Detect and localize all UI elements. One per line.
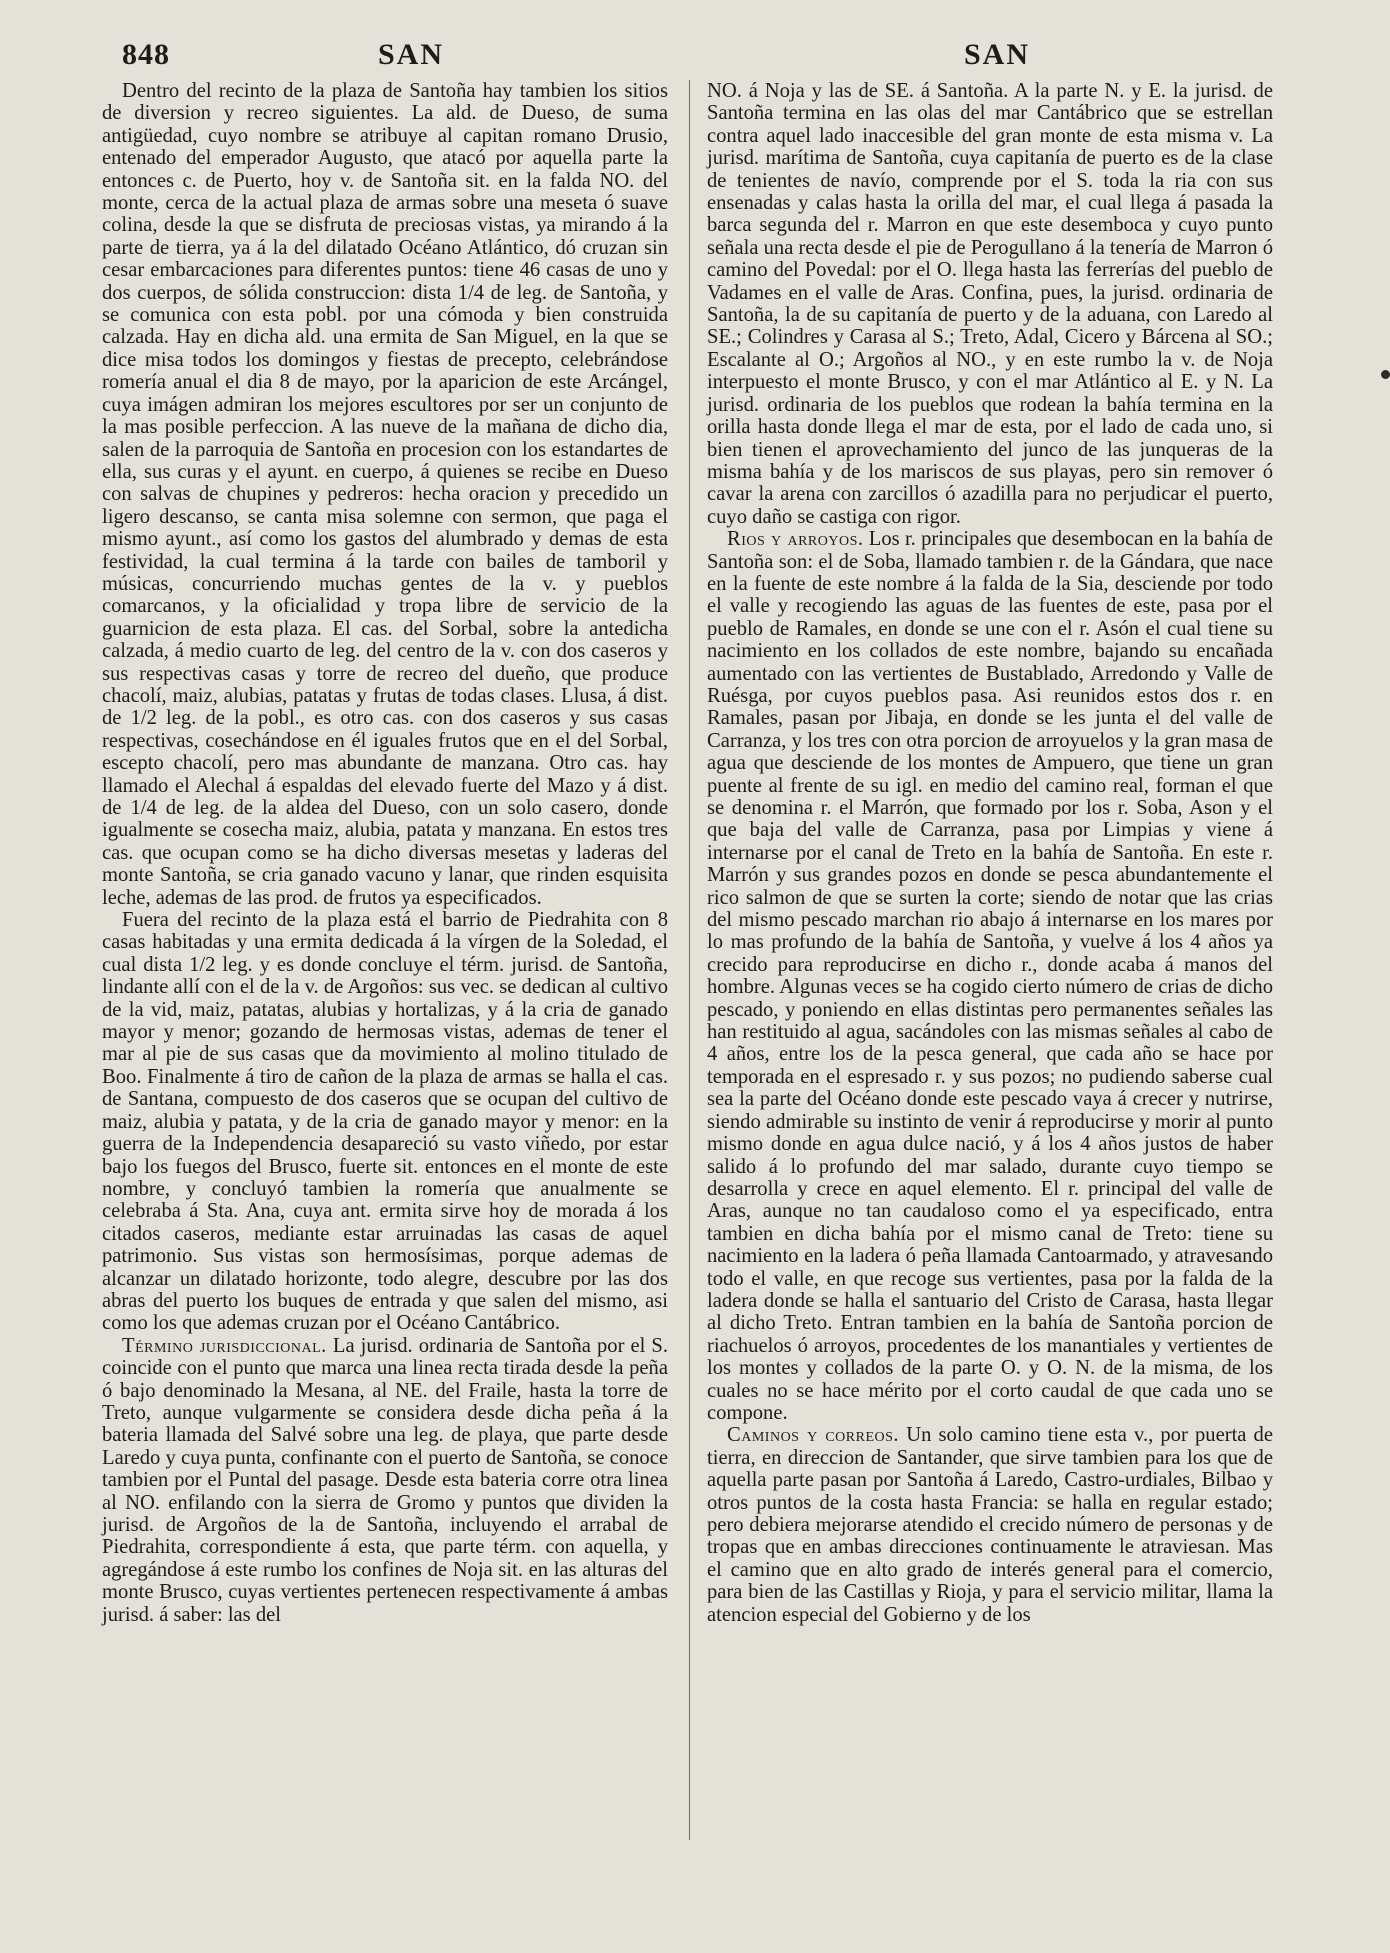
paragraph (707, 528, 1273, 1424)
section-heading: Rios y arroyos. (727, 528, 864, 551)
paragraph (707, 1424, 1273, 1626)
paragraph-text: La jurisd. ordinaria de Santoña por el S. coincide con el punto que marca una linea recta tirada desde la peña ó bajo denominado la Mesana, al NE. del Fraile, hasta la torre de Treto, aunque vulgarmente se considera desde dicha peña á la bateria llamada del Salvé sobre una leg. de playa, que parte desde Laredo y cuya punta, confinante con el puerto de Santoña, se conoce tambien por el Puntal del pasage. Desde esta bateria corre otra linea al NO. enfilando con la sierra de Gromo y puntos que dividen la jurisd. de Argoños de la de Santoña, incluyendo el arrabal de Piedrahita, correspondiente á esta, que parte térm. con aquella, y agregándose á este rumbo los confines de Noja sit. en las alturas del monte Brusco, cuyas vertientes pertenecen respectivamente á ambas jurisd. á saber: las del (102, 1334, 668, 1626)
paragraph-text: Un solo camino tiene esta v., por puerta de tierra, en direccion de Santander, que sirve tambien para los que de aquella parte pasan por Santoña á Laredo, Castro-urdiales, Bilbao y otros puntos de la costa hasta Francia: se halla en regular estado; pero debiera mejorarse atendido el crecido número de personas y de tropas que en ambas direcciones continuamente le atraviesan. Mas el camino que en alto grado de interés general para el comercio, para bien de las Castillas y Rioja, y para el servicio militar, llama la atencion especial del Gobierno y de los (707, 1424, 1273, 1626)
paragraph-text: Fuera del recinto de la plaza está el barrio de Piedrahita con 8 casas habitadas y una ermita dedicada á la vírgen de la Soledad, el cual dista 1/2 leg. y es donde concluye el térm. jurisd. de Santoña, lindante allí con el de la v. de Argoños: sus vec. se dedican al cultivo de la vid, maiz, patatas, alubias y hortalizas, y á la cria de ganado mayor y menor; gozando de hermosas vistas, ademas de tener el mar al pie de sus casas que da movimiento al molino titulado de Boo. Finalmente á tiro de cañon de la plaza de armas se halla el cas. de Santana, compuesto de dos caseros que se ocupan del cultivo de maiz, alubia y patata, y de la cria de ganado mayor y menor: en la guerra de la Independencia desapareció su vasto viñedo, por estar bajo los fuegos del Brusco, fuerte sit. entonces en el monte de este nombre, y concluyó tambien la romería que anualmente se celebraba á Sta. Ana, cuya ant. ermita sirve hoy de morada á los citados caseros, mediante estar arruinadas las casas de aquel patrimonio. Sus vistas son hermosísimas, porque ademas de alcanzar un dilatado horizonte, todo alegre, descubre por las dos abras del puerto los buques de entrada y que salen del mismo, asi como los que ademas cruzan por el Océano Cantábrico. (102, 909, 668, 1335)
paragraph (102, 80, 668, 909)
section-heading: Caminos y correos. (727, 1424, 900, 1447)
page-number: 848 (122, 38, 170, 71)
paragraph (707, 80, 1273, 528)
column-divider (689, 80, 690, 1840)
paragraph-text: NO. á Noja y las de SE. á Santoña. A la parte N. y E. la jurisd. de Santoña termina en las olas del mar Cantábrico que se estrellan contra aquel lado inaccesible del gran monte de esta misma v. La jurisd. marítima de Santoña, cuya capitanía de puerto es de la clase de tenientes de navío, comprende por el S. toda la ria con sus ensenadas y calas hasta la orilla del mar, el cual llega á pasada la barca segunda del r. Marron en que este desemboca y cuyo punto señala una recta desde el pie de Perogullano á la tenería de Marron ó camino del Povedal: por el O. llega hasta las ferrerías del pueblo de Vadames en el valle de Aras. Confina, pues, la jurisd. ordinaria de Santoña, la de su capitanía de puerto y de la aduana, con Laredo al SE.; Colindres y Carasa al S.; Treto, Adal, Cicero y Bárcena al SO.; Escalante al O.; Argoños al NO., y en este rumbo la v. de Noja interpuesto el monte Brusco, y con el mar Atlántico al E. y N. La jurisd. ordinaria de los pueblos que rodean la bahía termina en la orilla hasta donde llega el mar de esta, por el lado de cada uno, si bien tienen el aprovechamiento del junco de las junqueras de la misma bahía y de los mariscos de sus playas, pero sin remover ó cavar la arena con zarcillos ó azadilla para no perjudicar el puerto, cuyo daño se castiga con rigor. (707, 80, 1273, 528)
paragraph (102, 1335, 668, 1626)
page-header (118, 38, 1296, 78)
running-head-left: SAN (378, 38, 445, 71)
right-column (707, 80, 1273, 1626)
running-head-right: SAN (964, 38, 1031, 71)
paragraph-text: Los r. principales que desembocan en la bahía de Santoña son: el de Soba, llamado tambien r. de la Gándara, que nace en la fuente de este nombre á la falda de la Sia, desciende por todo el valle y recogiendo las aguas de las fuentes de este, pasa por el pueblo de Ramales, en donde se une con el r. Asón el cual tiene su nacimiento en los collados de este nombre, bajando su encañada aumentado con las vertientes de Bustablado, Arredondo y Valle de Ruésga, por cuyos pueblos pasa. Asi reunidos estos dos r. en Ramales, pasan por Jibaja, en donde se les junta el del valle de Carranza, y los tres con otra porcion de arroyuelos y la gran masa de agua que desciende de los montes de Ampuero, que tiene un gran puente al frente de su igl. en medio del camino real, forman el que se denomina r. el Marrón, que formado por los r. Soba, Ason y el que baja del valle de Carranza, pasa por Limpias y viene á internarse por el canal de Treto en la bahía de Santoña. En este r. Marrón y sus grandes pozos en donde se pesca abundantemente el rico salmon de que se surten la corte; siendo de notar que las crias del mismo pescado marchan rio abajo á internarse en los mares por lo mas profundo de la bahía de Santoña, y vuelve á los 4 años ya crecido para reproducirse en dicho r., donde acaba á manos del hombre. Algunas veces se ha cogido cierto número de crias de dicho pescado, y poniendo en ellas distintas pero permanentes señales las han restituido al agua, sacándoles con las mismas señales al cabo de 4 años, entre los de la pesca general, que cada año se hace por temporada en el espresado r. y sus pozos; no pudiendo saberse cual sea la parte del Océano donde este pescado vaya á crecer y nutrirse, siendo admirable su instinto de venir á reproducirse y morir al punto mismo donde en agua dulce nació, y á los 4 años justos de haber salido á lo profundo del mar salado, durante cuyo tiempo se desarrolla y crece en aquel elemento. El r. principal del valle de Aras, aunque no tan caudaloso como el ya especificado, entra tambien en dicha bahía por el mismo canal de Treto: tiene su nacimiento en la ladera ó peña llamada Cantoarmado, y atravesando todo el valle, en que recoge sus vertientes, pasa por la falda de la ladera donde se halla el santuario del Cristo de Carasa, hasta llegar al dicho Treto. Entran tambien en la bahía de Santoña porcion de riachuelos ó arroyos, procedentes de los manantiales y vertientes de los montes y collados de la parte O. y O. N. de la misma, de los cuales no se hace mérito por el corto caudal de que cada uno se compone. (707, 528, 1273, 1424)
ink-spot (1381, 370, 1390, 379)
paragraph-text: Dentro del recinto de la plaza de Santoña hay tambien los sitios de diversion y recreo siguientes. La ald. de Dueso, de suma antigüedad, cuyo nombre se atribuye al capitan romano Drusio, entenado del emperador Augusto, que atacó por aquella parte la entonces c. de Puerto, hoy v. de Santoña sit. en la falda NO. del monte, cerca de la actual plaza de armas sobre una meseta ó suave colina, desde la que se disfruta de preciosas vistas, ya mirando á la parte de tierra, ya á la del dilatado Océano Atlántico, dó cruzan sin cesar embarcaciones para diferentes puntos: tiene 46 casas de uno y dos cuerpos, de sólida construccion: dista 1/4 de leg. de Santoña, y se comunica con esta pobl. por una cómoda y bien construida calzada. Hay en dicha ald. una ermita de San Miguel, en la que se dice misa todos los domingos y fiestas de precepto, celebrándose romería anual el dia 8 de mayo, por la aparicion de este Arcángel, cuya imágen admiran los mejores escultores por ser un conjunto de la mas posible perfeccion. A las nueve de la mañana de dicho dia, salen de la parroquia de Santoña en procesion con los estandartes de ella, sus curas y el ayunt. en cuerpo, á quienes se recibe en Dueso con salvas de chupines y pedreros: hecha oracion y precedido un ligero descanso, se canta misa solemne con sermon, que paga el mismo ayunt., así como los gastos del alumbrado y demas de esta festividad, la cual termina á la tarde con bailes de tamboril y músicas, concurriendo muchas gentes de la v. y pueblos comarcanos, y la oficialidad y tropa libre de servicio de la guarnicion de esta plaza. El cas. del Sorbal, sobre la antedicha calzada, á medio cuarto de leg. del centro de la v. con dos caseros y sus respectivas casas y torre de recreo del dueño, que produce chacolí, maiz, alubias, patatas y frutas de todas clases. Llusa, á dist. de 1/2 leg. de la pobl., es otro cas. con dos caseros y sus casas respectivas, cosechándose en él iguales frutos que en el del Sorbal, escepto chacolí, pero mas abundante de manzana. Otro cas. hay llamado el Alechal á espaldas del elevado fuerte del Mazo y á dist. de 1/4 de leg. de la aldea del Dueso, con un solo casero, donde igualmente se cosecha maiz, alubia, patata y manzana. En estos tres cas. que ocupan como se ha dicho diversas mesetas y laderas del monte Santoña, se cria ganado vacuno y lanar, que rinden esquisita leche, ademas de las prod. de frutos ya especificados. (102, 80, 668, 909)
section-heading: Término jurisdiccional. (122, 1334, 327, 1357)
paragraph (102, 909, 668, 1335)
left-column (102, 80, 668, 1626)
